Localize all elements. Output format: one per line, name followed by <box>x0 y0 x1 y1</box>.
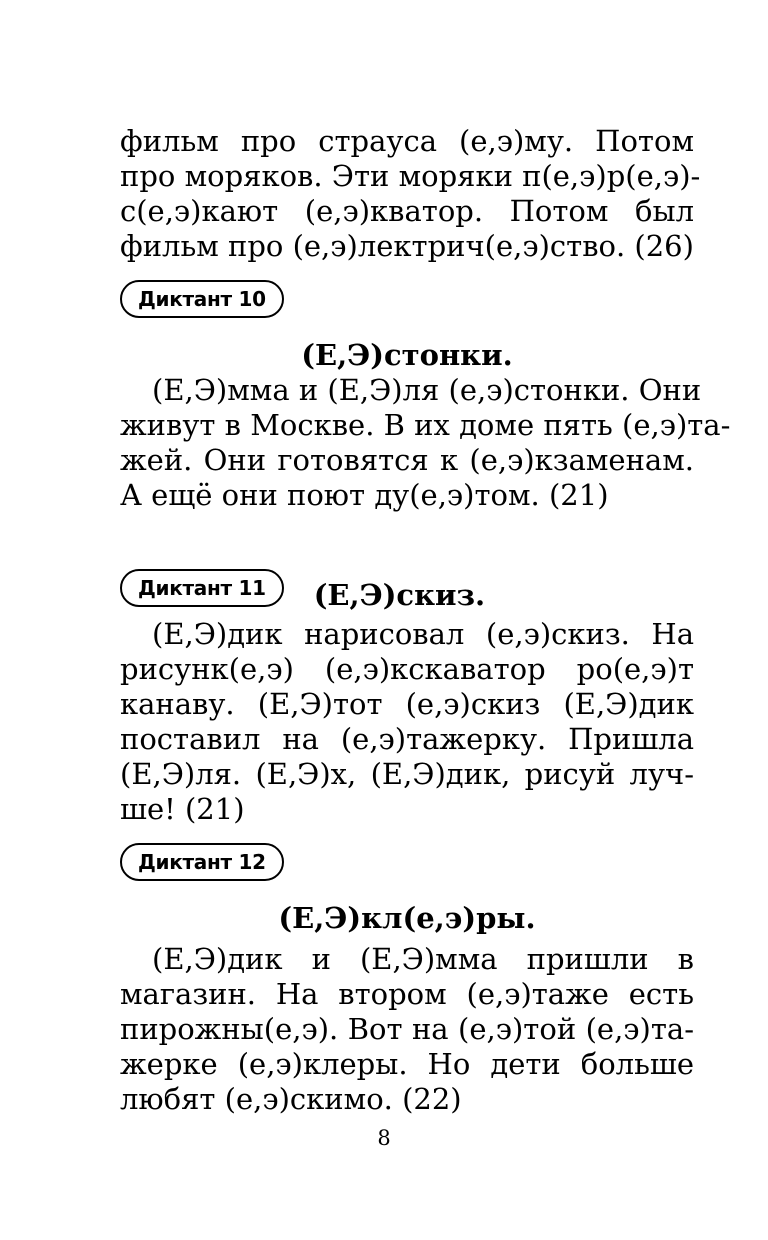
text-line: (Е,Э)дик и (Е,Э)мма пришли в <box>152 942 694 976</box>
intro-paragraph <box>120 124 701 264</box>
text-line: (Е,Э)ля. (Е,Э)х, (Е,Э)дик, рисуй луч- <box>120 757 694 791</box>
text-line: любят (е,э)скимо. (22) <box>120 1082 462 1116</box>
text-line: (Е,Э)мма и (Е,Э)ля (е,э)стонки. Они <box>152 373 702 407</box>
text-line: магазин. На втором (е,э)таже есть <box>120 977 694 1011</box>
text-line: А ещё они поют ду(е,э)том. (21) <box>120 478 609 512</box>
dictation-title: (Е,Э)стонки. <box>301 338 513 372</box>
text-line: канаву. (Е,Э)тот (е,э)скиз (Е,Э)дик <box>120 687 694 721</box>
text-line: пирожны(е,э). Вот на (е,э)той (е,э)та- <box>120 1012 694 1046</box>
dictation-badge: Диктант 12 <box>120 843 284 881</box>
dictation-title: (Е,Э)скиз. <box>313 578 486 612</box>
dictation-badge: Диктант 10 <box>120 280 284 318</box>
text-line: фильм про страуса (е,э)му. Потом <box>120 124 694 158</box>
text-line: живут в Москве. В их доме пять (е,э)та- <box>120 408 731 442</box>
dictation-10 <box>120 280 731 513</box>
text-line: рисунк(е,э) (е,э)кскаватор ро(е,э)т <box>120 652 694 686</box>
page-content <box>120 124 731 1117</box>
text-line: жей. Они готовятся к (е,э)кзаменам. <box>120 443 694 477</box>
text-line: жерке (е,э)клеры. Но дети больше <box>120 1047 694 1081</box>
text-line: фильм про (е,э)лектрич(е,э)ство. (26) <box>120 229 694 263</box>
page-number: 8 <box>377 1126 391 1150</box>
text-line: ше! (21) <box>120 792 245 826</box>
dictation-12 <box>120 843 694 1117</box>
dictation-title: (Е,Э)кл(е,э)ры. <box>278 901 536 935</box>
dictation-badge: Диктант 11 <box>120 569 284 607</box>
dictation-11 <box>120 563 694 827</box>
text-line: про моряков. Эти моряки п(е,э)р(е,э)- <box>120 159 701 193</box>
text-line: поставил на (е,э)тажерку. Пришла <box>120 722 694 756</box>
text-line: (Е,Э)дик нарисовал (е,э)скиз. На <box>152 617 694 651</box>
text-line: с(е,э)кают (е,э)кватор. Потом был <box>120 194 694 228</box>
